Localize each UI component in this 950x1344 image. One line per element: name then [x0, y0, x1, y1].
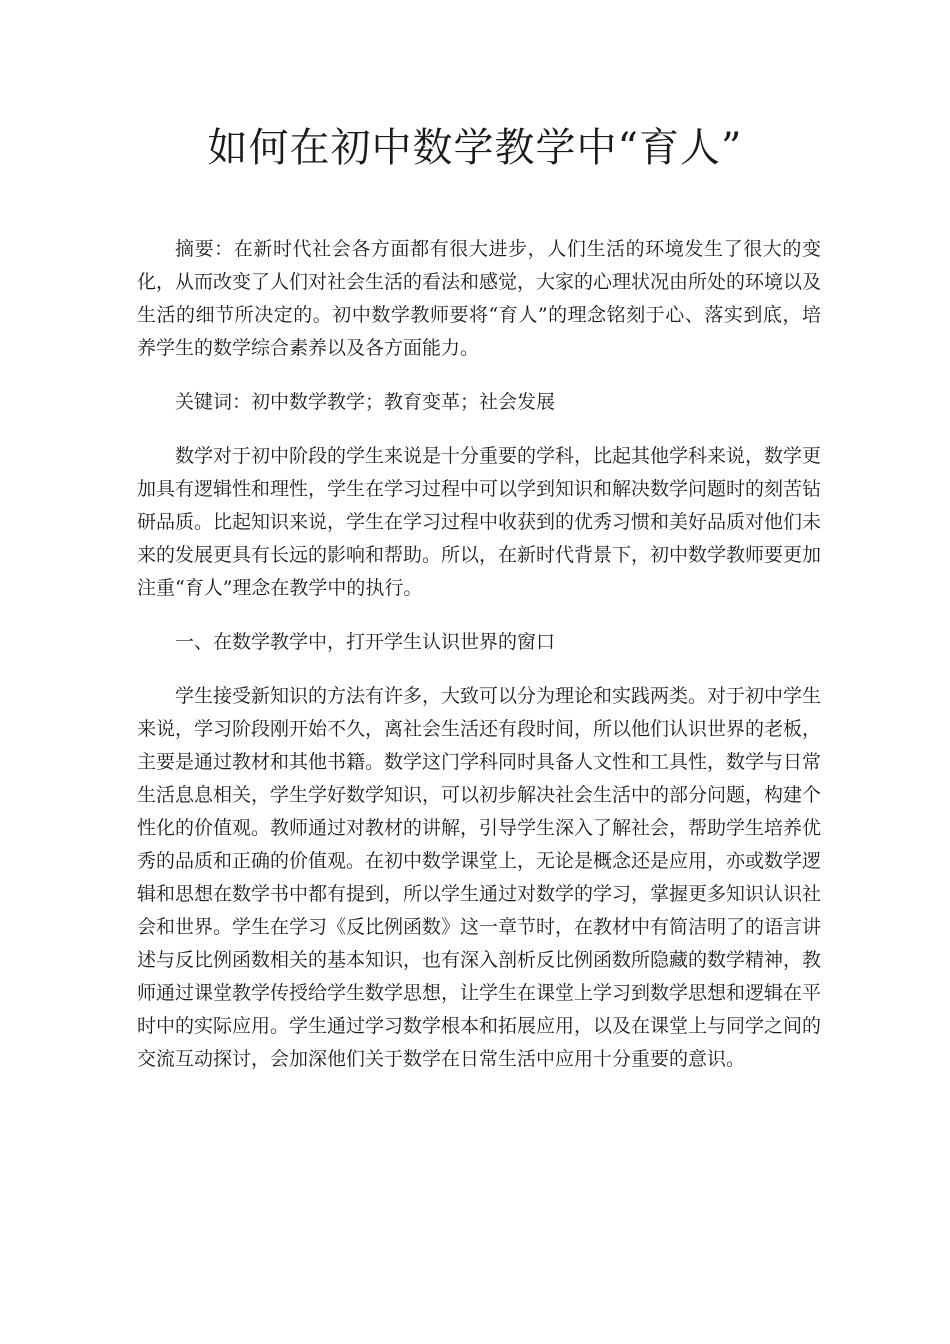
section-heading: 一、在数学教学中，打开学生认识世界的窗口 — [175, 631, 556, 653]
document-body — [137, 233, 821, 1097]
section-body-paragraph: 学生接受新知识的方法有许多，大致可以分为理论和实践两类。对于初中学生来说，学习阶段刚开始不久，离社会生活还有段时间，所以他们认识世界的老板，主要是通过教材和其他书籍。数学这门学科同时具备人文性和工具性，数学与日常生活息息相关，学生学好数学知识，可以初步解决社会生活中的部分问题，构建个性化的价值观。教师通过对教材的讲解，引导学生深入了解社会，帮助学生培养优秀的品质和正确的价值观。在初中数学课堂上，无论是概念还是应用，亦或数学逻辑和思想在数学书中都有提到，所以学生通过对数学的学习，掌握更多知识认识社会和世界。学生在学习《反比例函数》这一章节时，在教材中有简洁明了的语言讲述与反比例函数相关的基本知识，也有深入剖析反比例函数所隐藏的数学精神，教师通过课堂教学传授给学生数学思想，让学生在课堂上学习到数学思想和逻辑在平时中的实际应用。学生通过学习数学根本和拓展应用，以及在课堂上与同学之间的交流互动探讨，会加深他们关于数学在日常生活中应用十分重要的意识。 — [137, 685, 822, 1070]
abstract-paragraph: 摘要：在新时代社会各方面都有很大进步，人们生活的环境发生了很大的变化，从而改变了人们对社会生活的看法和感觉，大家的心理状况由所处的环境以及生活的细节所决定的。初中数学教师要将“育人”的理念铭刻于心、落实到底，培养学生的数学综合素养以及各方面能力。 — [137, 238, 822, 359]
document-title: 如何在初中数学教学中“育人” — [207, 125, 743, 171]
keywords-paragraph: 关键词：初中数学教学；教育变革；社会发展 — [175, 391, 556, 413]
intro-paragraph: 数学对于初中阶段的学生来说是十分重要的学科，比起其他学科来说，数学更加具有逻辑性和理性，学生在学习过程中可以学到知识和解决数学问题时的刻苦钻研品质。比起知识来说，学生在学习过程中收获到的优秀习惯和美好品质对他们未来的发展更具有长远的影响和帮助。所以，在新时代背景下，初中数学教师要更加注重“育人”理念在教学中的执行。 — [137, 445, 822, 599]
